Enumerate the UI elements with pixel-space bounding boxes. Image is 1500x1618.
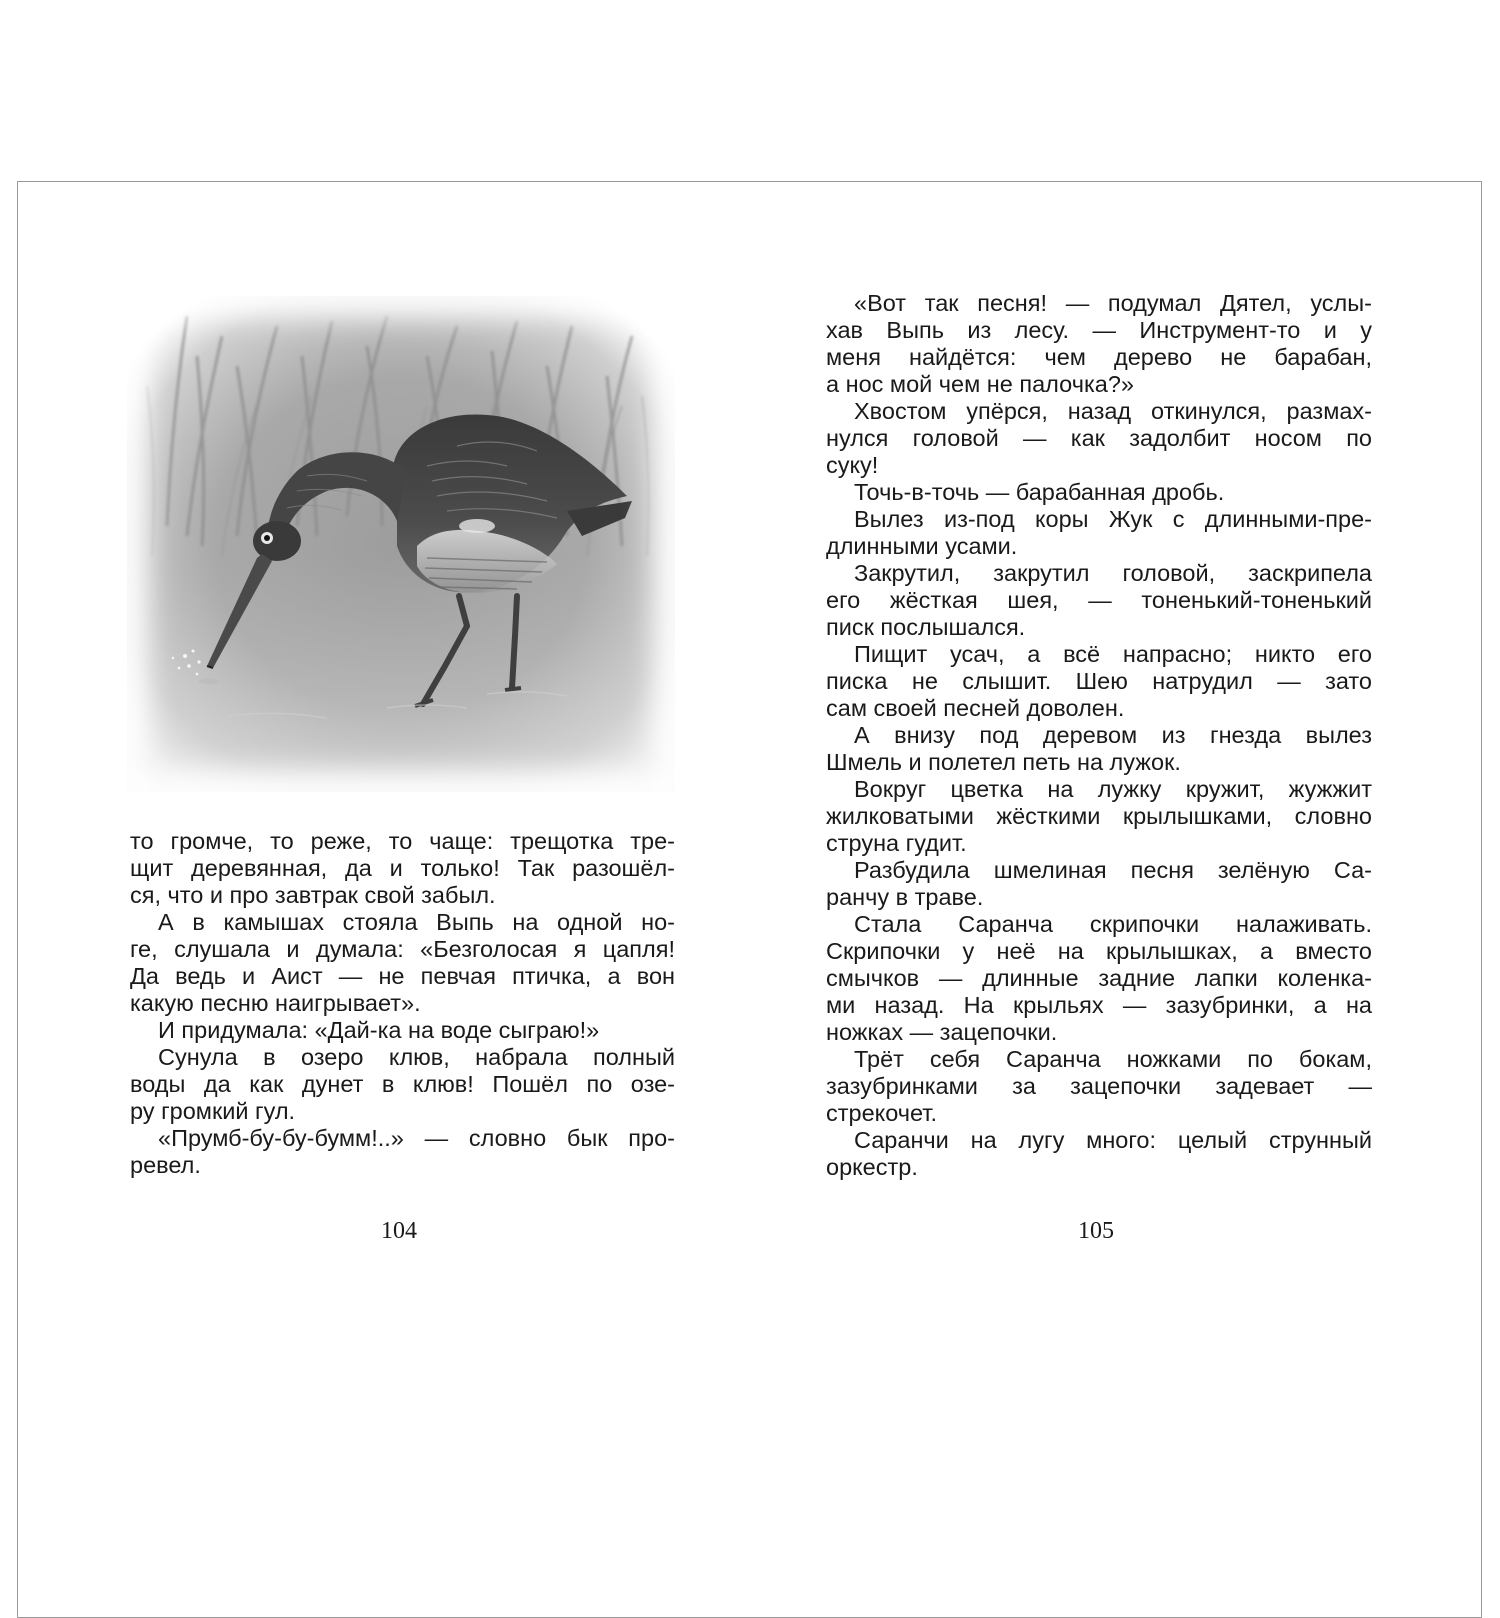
right-text-line: Пищит усач, а всё напрасно; никто его xyxy=(854,641,1372,667)
right-text-line: сам своей песней доволен. xyxy=(826,695,1125,721)
right-text-line: «Вот так песня! — подумал Дятел, услы- xyxy=(854,290,1372,316)
left-text-line: то громче, то реже, то чаще: трещотка тре- xyxy=(130,828,675,854)
left-text-line: Сунула в озеро клюв, набрала полный xyxy=(158,1044,675,1070)
right-text-line: суку! xyxy=(826,452,879,478)
left-page-text xyxy=(130,828,675,1179)
right-text-line: ножках — зацепочки. xyxy=(826,1019,1058,1045)
right-text-line: Саранчи на лугу много: целый струнный xyxy=(854,1127,1372,1153)
left-text-line: И придумала: «Дай-ка на воде сыграю!» xyxy=(158,1017,600,1043)
left-text-line: ся, что и про завтрак свой забыл. xyxy=(130,882,496,908)
right-text-line: Вылез из-под коры Жук с длинными-пре- xyxy=(854,506,1372,532)
right-text-line: Вокруг цветка на лужку кружит, жужжит xyxy=(854,776,1372,802)
left-text-line: щит деревянная, да и только! Так разошёл- xyxy=(130,855,675,881)
right-text-line: Шмель и полетел петь на лужок. xyxy=(826,749,1181,775)
right-text-line: хав Выпь из лесу. — Инструмент-то и у xyxy=(826,317,1372,343)
right-text-line: А внизу под деревом из гнезда вылез xyxy=(854,722,1372,748)
right-text-line: Разбудила шмелиная песня зелёную Са- xyxy=(854,857,1372,883)
right-text-line: смычков — длинные задние лапки коленка- xyxy=(826,965,1372,991)
left-text-line: воды да как дунет в клюв! Пошёл по озе- xyxy=(130,1071,675,1097)
right-text-line: стрекочет. xyxy=(826,1100,937,1126)
right-text-line: Точь-в-точь — барабанная дробь. xyxy=(854,479,1225,505)
left-text-line: какую песню наигрывает». xyxy=(130,990,421,1016)
right-text-line: Закрутил, закрутил головой, заскрипела xyxy=(854,560,1372,586)
right-text-line: ранчу в траве. xyxy=(826,884,984,910)
right-text-line: Хвостом упёрся, назад откинулся, размах- xyxy=(854,398,1372,424)
right-text-line: ми назад. На крыльях — зазубринки, а на xyxy=(826,992,1372,1018)
right-text-line: а нос мой чем не палочка?» xyxy=(826,371,1134,397)
right-text-line: нулся головой — как задолбит носом по xyxy=(826,425,1372,451)
left-text-line: Да ведь и Аист — не певчая птичка, а вон xyxy=(130,963,675,989)
right-text-line: Скрипочки у неё на крылышках, а вместо xyxy=(826,938,1372,964)
right-text-line: его жёсткая шея, — тоненький-тоненький xyxy=(826,587,1372,613)
right-page-text xyxy=(826,290,1372,1181)
left-text-line: ге, слушала и думала: «Безголосая я цапля! xyxy=(130,936,675,962)
left-text-line: А в камышах стояла Выпь на одной но- xyxy=(158,909,675,935)
right-text-line: длинными усами. xyxy=(826,533,1018,559)
right-text-line: струна гудит. xyxy=(826,830,967,856)
right-text-line: оркестр. xyxy=(826,1154,918,1180)
right-text-line: писка не слышит. Шею натрудил — зато xyxy=(826,668,1372,694)
page-number-right: 105 xyxy=(1078,1218,1114,1244)
left-text-line: «Прумб-бу-бу-бумм!..» — словно бык про- xyxy=(158,1125,675,1151)
right-text-line: писк послышался. xyxy=(826,614,1026,640)
right-text-line: Трёт себя Саранча ножками по бокам, xyxy=(854,1046,1372,1072)
bittern-illustration xyxy=(127,296,675,792)
right-text-line: жилковатыми жёсткими крылышками, словно xyxy=(826,803,1372,829)
left-text-line: ревел. xyxy=(130,1152,201,1178)
right-text-line: Стала Саранча скрипочки налаживать. xyxy=(854,911,1372,937)
right-text-line: меня найдётся: чем дерево не барабан, xyxy=(826,344,1372,370)
left-text-line: ру громкий гул. xyxy=(130,1098,296,1124)
page-number-left: 104 xyxy=(381,1218,417,1244)
right-text-line: зазубринками за зацепочки задевает — xyxy=(826,1073,1372,1099)
